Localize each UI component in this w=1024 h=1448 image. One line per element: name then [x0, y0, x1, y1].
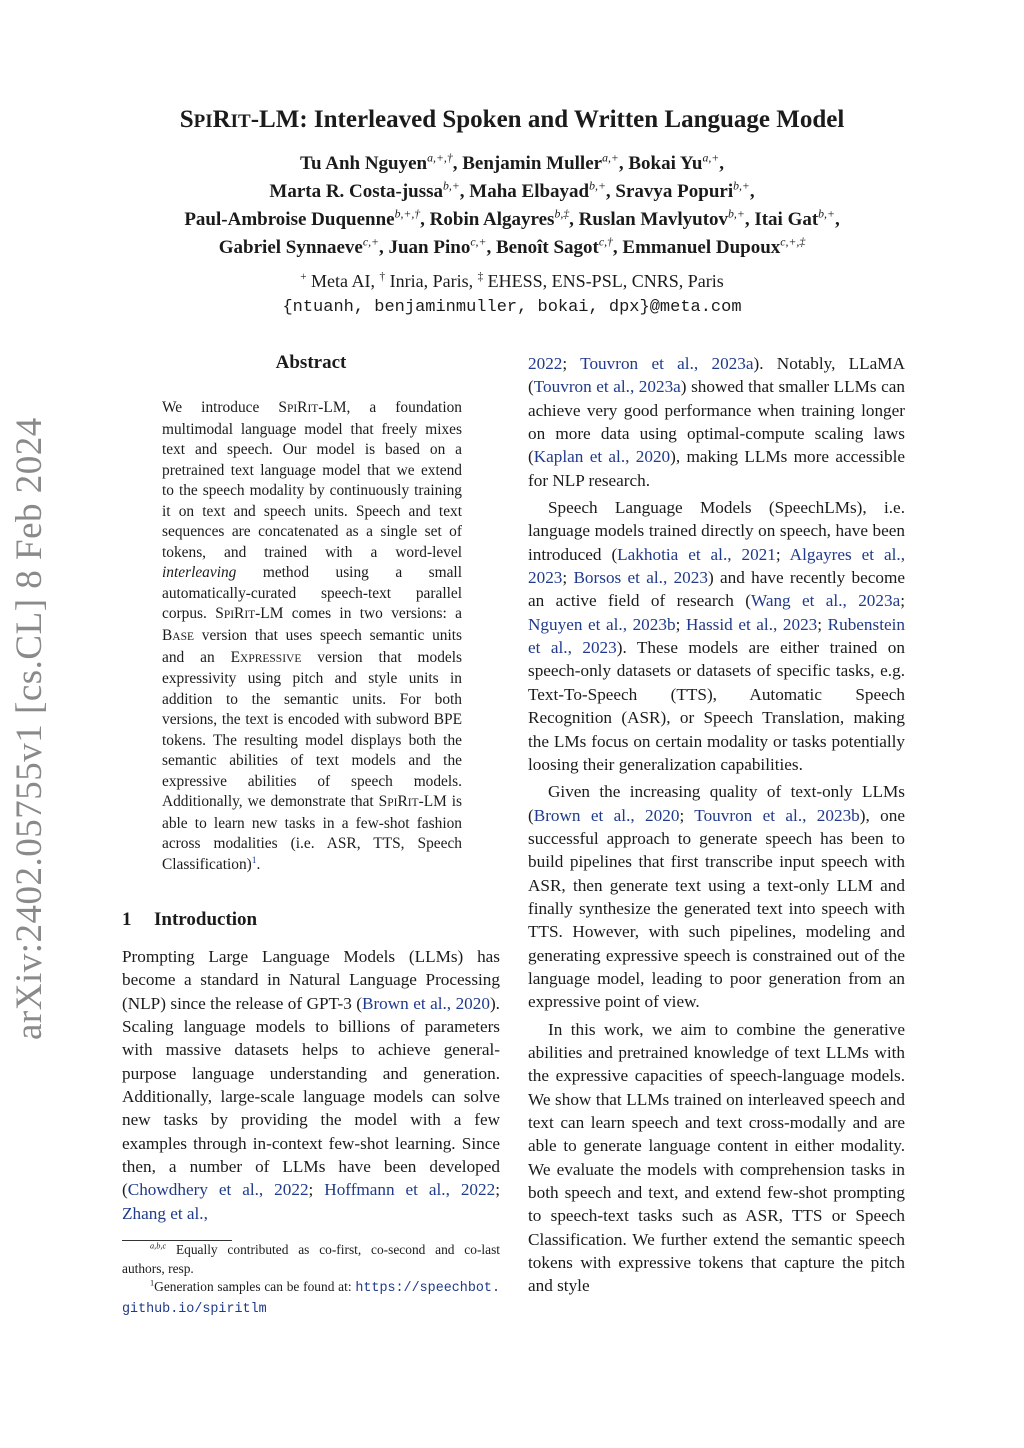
citation-link[interactable]: Rubenstein et al., 2023 — [528, 614, 905, 658]
author-separator: , — [459, 181, 470, 202]
paragraph: In this work, we aim to combine the generative abilities and pretrained knowledge of text LLMs with the expressive capacities of speech-language models. We show that LLMs trained on interleaved speech and text can learn speech and text cross-modally and are able to generate language content in either modality. We evaluate the models with comprehension tasks in both speech and text, and extend few-shot prompting to speech-text tasks such as ASR, TTS or Speech Classification. We further extend the semantic speech tokens with expressive tokens that capture the pitch and style — [528, 1019, 905, 1296]
author-name: Maha Elbayad — [469, 181, 590, 202]
section-heading-introduction: 1 Introduction — [122, 909, 258, 930]
footnote-equal-contribution: $^{a,b,c}$ Equally contributed as co-first, co-second and co-last authors, resp. — [122, 1241, 500, 1276]
author-name: Robin Algayres — [429, 209, 555, 230]
author-line — [100, 206, 924, 234]
author-separator: , — [452, 153, 463, 174]
paper-title: SPIRIT-LM: Interleaved Spoken and Written Language Model — [179, 106, 845, 133]
author-affiliation-marker: c,+,‡ — [780, 235, 806, 249]
citation-link[interactable]: Brown et al., 2020 — [533, 805, 680, 825]
author-name: Tu Anh Nguyen — [300, 153, 428, 174]
author-affiliation-marker: b,+,† — [394, 207, 421, 221]
author-separator: , — [719, 153, 724, 174]
samples-url-link[interactable]: https://speechbot.github.io/spiritlm — [122, 1281, 500, 1318]
abstract-text: We introduce SPIRIT-LM, a foundation multimodal language model that freely mixes text and speech. Our model is based on a pretrained text language model that we extend to the speech modality by continuously training it on text and speech units. Speech and text sequences are concatenated as a single set of tokens, and trained with a word-level interleaving method using a small automatically-curated speech-text parallel corpus. SPIRIT-LM comes in two versions: a BASE version that uses speech semantic units and an EXPRESSIVE version that models expressivity using pitch and style units in addition to the semantic units. For both versions, the text is encoded with subword BPE tokens. The resulting model displays both the semantic abilities of text models and the expressive abilities of speech models. Additionally, we demonstrate that SPIRIT-LM is able to learn new tasks in a few-shot fashion across modalities (i.e. ASR, TTS, Speech Classification)$^1$. — [162, 399, 462, 874]
footnote-ref[interactable]: 1 — [251, 854, 257, 866]
author-separator: , — [569, 209, 579, 230]
author-affiliation-marker: c,+ — [362, 235, 379, 249]
author-affiliation-marker: a,+ — [702, 151, 720, 165]
author-affiliation-marker: b,+ — [728, 207, 745, 221]
citation-link[interactable]: Kaplan et al., 2020 — [533, 447, 671, 467]
author-affiliation-marker: b,+ — [589, 179, 606, 193]
author-name: Ruslan Mavlyutov — [578, 209, 729, 230]
author-affiliation-marker: c,+ — [470, 235, 487, 249]
citation-link[interactable]: Hassid et al., 2023 — [685, 614, 818, 634]
citation-link[interactable]: Hoffmann et al., 2022 — [324, 1180, 496, 1200]
author-separator: , — [486, 237, 496, 258]
author-line — [100, 234, 924, 262]
citation-link[interactable]: Touvron et al., 2023a — [580, 354, 754, 373]
author-separator: , — [605, 181, 616, 202]
author-separator: , — [378, 237, 389, 258]
affiliations: + Meta AI, † Inria, Paris, ‡ EHESS, ENS-PSL, CNRS, Paris — [300, 271, 724, 291]
author-affiliation-marker: a,+ — [602, 151, 619, 165]
author-name: Itai Gat — [754, 209, 819, 230]
author-affiliation-marker: b,+ — [818, 207, 835, 221]
citation-link[interactable]: Zhang et al., — [122, 1203, 208, 1223]
model-name: SPIRIT-LM — [215, 605, 284, 623]
author-separator: , — [834, 209, 840, 230]
author-separator: , — [420, 209, 430, 230]
author-name: Marta R. Costa-jussa — [269, 181, 444, 202]
citation-link[interactable]: Lakhotia et al., 2021 — [617, 544, 776, 564]
author-name: Benoît Sagot — [495, 237, 599, 258]
citation-link[interactable]: Touvron et al., 2023b — [694, 805, 860, 825]
model-name: SPIRIT-LM — [378, 793, 447, 811]
author-line — [100, 150, 924, 178]
author-separator: , — [618, 153, 629, 174]
citation-link[interactable]: Wang et al., 2023a — [750, 591, 901, 611]
citation-link[interactable]: 2022 — [528, 354, 563, 373]
author-name: Juan Pino — [388, 237, 471, 258]
author-affiliation-marker: c,† — [598, 235, 613, 249]
author-separator: , — [744, 209, 755, 230]
footnote-samples: $^1$Generation samples can be found at: https://speechbot.github.io/spiritlm — [122, 1278, 500, 1318]
author-affiliation-marker: b,+ — [443, 179, 460, 193]
footnotes — [122, 1241, 500, 1320]
paragraph: Given the increasing quality of text-only LLMs (Brown et al., 2020; Touvron et al., 2023b), one successful approach to generate speech has been to build pipelines that first transcribe input speech with ASR, then generate text using a text-only LLM and finally synthesize the generated text into speech with TTS. However, with such pipelines, modeling and generating expressive speech is constrained out of the language model, leading to poor generation from an expressive point of view. — [528, 782, 905, 1012]
author-list — [100, 150, 924, 262]
citation-link[interactable]: Nguyen et al., 2023b — [528, 614, 676, 634]
author-affiliation-marker: b,+ — [733, 179, 750, 193]
author-line — [100, 178, 924, 206]
arxiv-identifier-stamp: arXiv:2402.05755v1 [cs.CL] 8 Feb 2024 — [9, 417, 50, 1040]
abstract-heading: Abstract — [275, 352, 347, 373]
author-separator: , — [612, 237, 623, 258]
author-name: Emmanuel Dupoux — [622, 237, 781, 258]
author-affiliation-marker: a,+,† — [427, 151, 453, 165]
introduction-paragraph: Prompting Large Language Models (LLMs) has become a standard in Natural Language Processing (NLP) since the release of GPT-3 (Brown et al., 2020). Scaling language models to billions of parameters with massive datasets helps to achieve general-purpose language understanding and generation. Additionally, large-scale language models can solve new tasks by providing the model with a few examples through in-context few-shot learning. Since then, a number of LLMs have been developed (Chowdhery et al., 2022; Hoffmann et al., 2022; Zhang et al., — [122, 947, 500, 1223]
citation-link[interactable]: Borsos et al., 2023 — [573, 568, 708, 588]
author-affiliation-marker: b,‡ — [554, 207, 570, 221]
author-name: Paul-Ambroise Duquenne — [184, 209, 395, 230]
author-name: Sravya Popuri — [615, 181, 734, 202]
contact-emails: {ntuanh, benjaminmuller, bokai, dpx}@meta.com — [282, 298, 742, 317]
author-name: Gabriel Synnaeve — [218, 237, 363, 258]
author-name: Bokai Yu — [628, 153, 703, 174]
paragraph: 2022; Touvron et al., 2023a). Notably, LLaMA (Touvron et al., 2023a) showed that smaller LLMs can achieve very good performance when training longer on more data using optimal-compute scaling laws (Kaplan et al., 2020), making LLMs more accessible for NLP research. — [528, 354, 905, 490]
model-name: SPIRIT-LM — [278, 399, 347, 416]
citation-link[interactable]: Touvron et al., 2023a — [533, 377, 681, 397]
paragraph: Speech Language Models (SpeechLMs), i.e. language models trained directly on speech, have been introduced (Lakhotia et al., 2021; Algayres et al., 2023; Borsos et al., 2023) and have recently become an active field of research (Wang et al., 2023a; Nguyen et al., 2023b; Hassid et al., 2023; Rubenstein et al., 2023). These models are either trained on speech-only datasets or datasets of specific tasks, e.g. Text-To-Speech (TTS), Automatic Speech Recognition (ASR), or Speech Translation, making the LMs focus on certain modality or tasks potentially loosing their generalization capabilities. — [528, 498, 905, 774]
citation-link[interactable]: Chowdhery et al., 2022 — [127, 1180, 309, 1200]
author-separator: , — [749, 181, 755, 202]
citation-link[interactable]: Algayres et al., 2023 — [528, 544, 905, 588]
author-name: Benjamin Muller — [462, 153, 603, 174]
right-column — [528, 352, 905, 1302]
citation-link[interactable]: Brown et al., 2020 — [361, 993, 490, 1013]
